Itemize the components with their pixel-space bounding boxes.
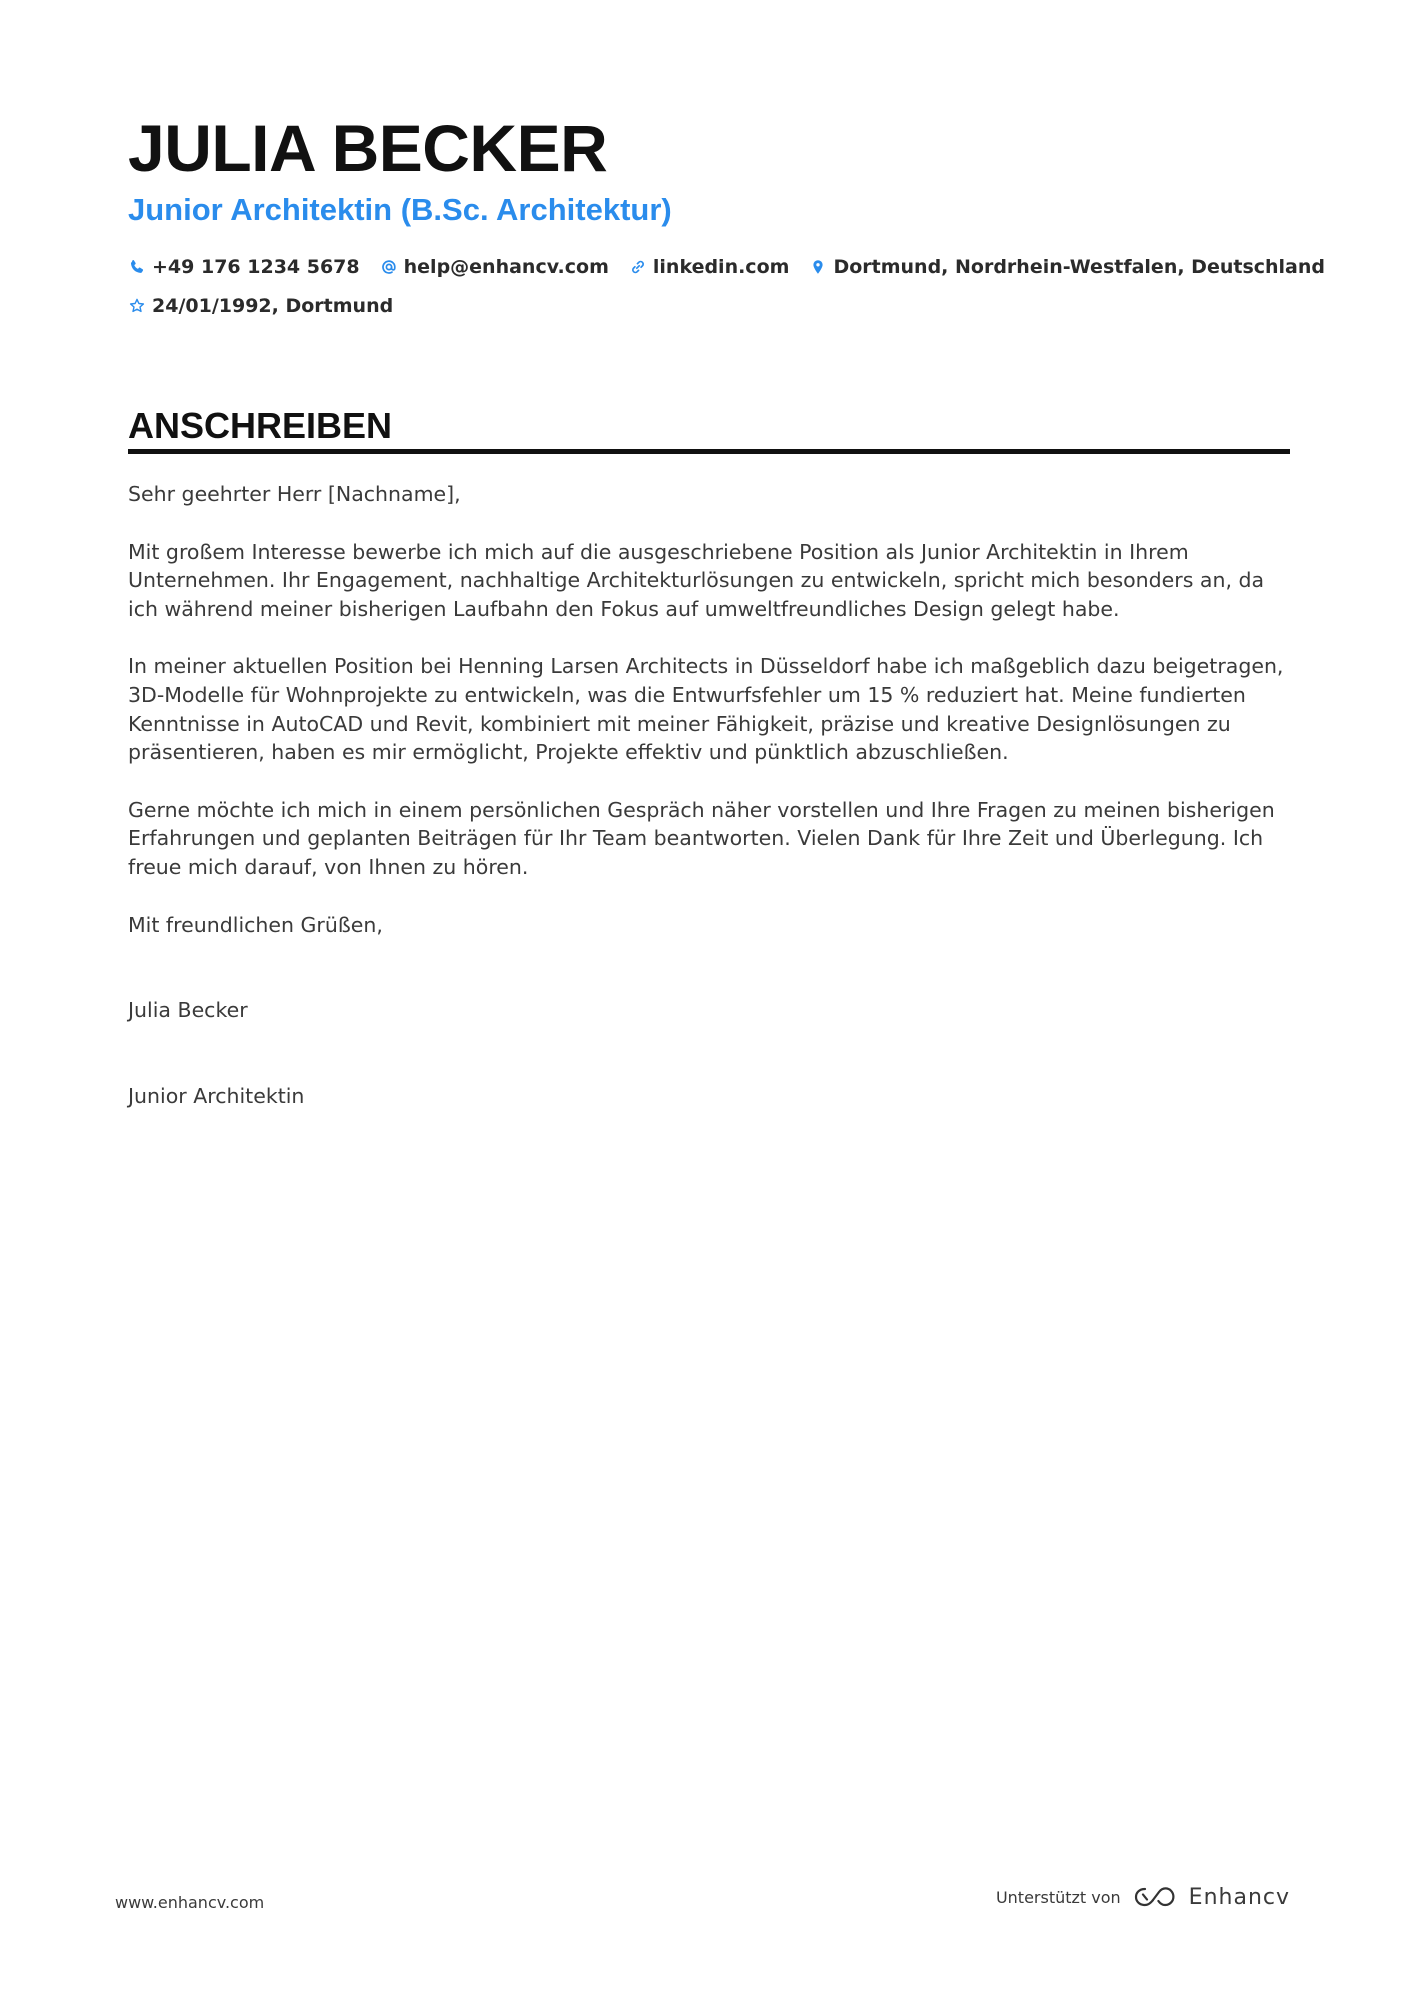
email-link[interactable]: help@enhancv.com bbox=[403, 256, 609, 278]
location-pin-icon bbox=[809, 258, 827, 276]
phone-icon bbox=[128, 258, 146, 276]
contact-linkedin[interactable] bbox=[629, 256, 790, 278]
phone-text: +49 176 1234 5678 bbox=[152, 256, 360, 278]
letter-greeting: Sehr geehrter Herr [Nachname], bbox=[128, 482, 461, 506]
linkedin-link[interactable]: linkedin.com bbox=[652, 256, 790, 278]
section-divider bbox=[128, 449, 1290, 454]
letter-paragraph: In meiner aktuellen Position bei Henning Larsen Architects in Düsseldorf habe ich maßgeblich dazu beigetragen, 3D-Modelle für Wohnprojekte zu entwickeln, was die Entwurfsfehler um 15 % reduziert hat. Meine fundierten Kenntnisse in AutoCAD und Revit, kombiniert mit meiner Fähigkeit, präzise und kreative Designlösungen zu präsentieren, haben es mir ermöglicht, Projekte effektiv und pünktlich abzuschließen. bbox=[128, 654, 1284, 765]
contact-birth bbox=[128, 295, 393, 317]
powered-by-label: Unterstützt von bbox=[995, 1887, 1121, 1907]
signature-title: Junior Architektin bbox=[128, 1083, 305, 1108]
letter-closing: Mit freundlichen Grüßen, bbox=[128, 912, 383, 937]
birth-text: 24/01/1992, Dortmund bbox=[152, 295, 394, 317]
contact-row-secondary bbox=[128, 291, 413, 321]
contact-row-primary bbox=[128, 252, 1345, 282]
section-title: ANSCHREIBEN bbox=[128, 405, 393, 446]
job-title: Junior Architektin (B.Sc. Architektur) bbox=[128, 192, 672, 227]
contact-email[interactable] bbox=[380, 256, 609, 278]
at-icon bbox=[380, 258, 398, 276]
letter-paragraph: Gerne möchte ich mich in einem persönlichen Gespräch näher vorstellen und Ihre Fragen zu meinen bisherigen Erfahrungen und geplanten Beiträgen für Ihr Team beantworten. Vielen Dank für Ihre Zeit und Überlegung. Ich freue mich darauf, von Ihnen zu hören. bbox=[128, 797, 1275, 879]
letter-paragraph: Mit großem Interesse bewerbe ich mich auf die ausgeschriebene Position als Junior Architektin in Ihrem Unternehmen. Ihr Engagement, nachhaltige Architekturlösungen zu entwickeln, spricht mich besonders an, da ich während meiner bisherigen Laufbahn den Fokus auf umweltfreundliches Design gelegt habe. bbox=[128, 539, 1265, 621]
brand-name: Enhancv bbox=[1188, 1884, 1290, 1910]
candidate-name: JULIA BECKER bbox=[128, 111, 608, 185]
enhancv-logo-icon bbox=[1133, 1884, 1179, 1910]
link-icon bbox=[629, 258, 647, 276]
contact-location bbox=[809, 256, 1325, 278]
star-icon bbox=[128, 297, 146, 315]
footer-website-link[interactable]: www.enhancv.com bbox=[115, 1893, 265, 1912]
letter-body bbox=[128, 480, 1290, 1110]
signature-name: Julia Becker bbox=[128, 998, 248, 1023]
footer-branding bbox=[996, 1884, 1290, 1910]
contact-phone bbox=[128, 256, 360, 278]
location-text: Dortmund, Nordrhein-Westfalen, Deutschland bbox=[833, 256, 1326, 278]
